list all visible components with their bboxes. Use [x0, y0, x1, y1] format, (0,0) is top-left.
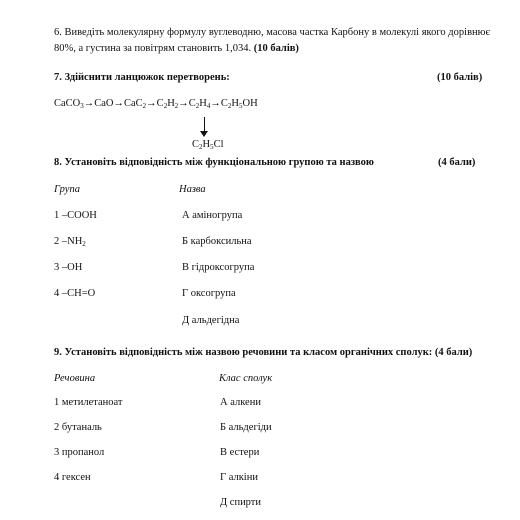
task9-right-c: В естери	[220, 447, 260, 458]
task8-left-1: 1 –COOH	[54, 210, 97, 221]
task9-left-4: 4 гексен	[54, 472, 91, 483]
task7-branch-product: $C_2H_5Cl$	[192, 139, 224, 151]
task8-left-4: 4 –CH=O	[54, 288, 96, 299]
task6-paragraph	[54, 25, 490, 57]
task8-points: (4 бали)	[438, 157, 476, 168]
task8-right-d: Г оксогрупа	[182, 288, 236, 299]
task8-right-e: Д альдегідна	[182, 315, 240, 326]
task7-chain: $CaCO_3\to CaO\to CaC_2\to C_2H_2\to C_2H_4\to C_2H_5OH$	[54, 98, 258, 110]
task6-text: 6. Виведіть молекулярну формулу вуглеводню, масова частка Карбону в молекулі якого дорівнює 80%, а густина за повітрям становить 1,034.	[54, 27, 490, 54]
task8-right-a: А аміногрупа	[182, 210, 243, 221]
task9-right-e: Д спирти	[220, 497, 262, 508]
task7-title: 7. Здійснити ланцюжок перетворень:	[54, 72, 230, 83]
task9-left-3: 3 пропанол	[54, 447, 105, 458]
task9-right-d: Г алкіни	[220, 472, 258, 483]
task8-left-3: 3 –OH	[54, 262, 83, 273]
task9-title: 9. Установіть відповідність між назвою речовини та класом органічних сполук: (4 бали)	[54, 347, 473, 358]
task9-col2-header: Клас сполук	[219, 373, 273, 384]
task9-right-b: Б альдегіди	[220, 422, 272, 433]
task8-right-b: Б карбоксильна	[182, 236, 252, 247]
down-arrowhead-icon	[200, 131, 208, 137]
task6-points: (10 балів)	[253, 43, 299, 54]
task8-col1-header: Група	[54, 184, 80, 195]
task9-col1-header: Речовина	[54, 373, 96, 384]
task8-title: 8. Установіть відповідність між функціональною групою та назвою	[54, 157, 374, 168]
task9-left-1: 1 метилетаноат	[54, 397, 123, 408]
task9-left-2: 2 бутаналь	[54, 422, 102, 433]
task8-left-2: 2 $-NH_2$	[54, 236, 86, 248]
task8-col2-header: Назва	[179, 184, 206, 195]
task7-points: (10 балів)	[437, 72, 483, 83]
task9-right-a: А алкени	[220, 397, 261, 408]
task8-right-c: В гідроксогрупа	[182, 262, 255, 273]
